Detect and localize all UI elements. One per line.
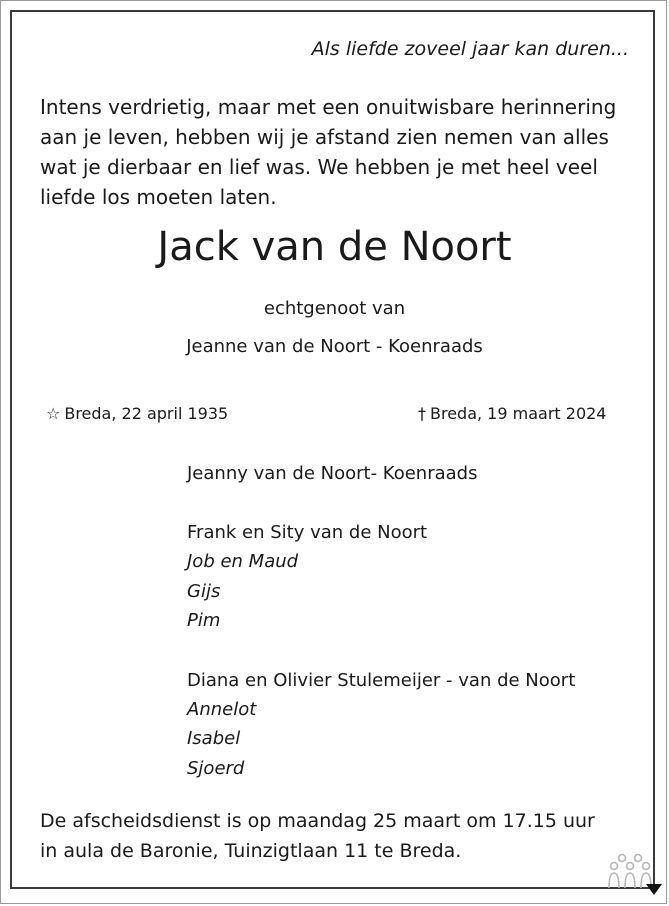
spouse-name: Jeanne van de Noort - Koenraads bbox=[186, 336, 483, 357]
intro-line: aan je leven, hebben wij je afstand zien nemen van alles bbox=[40, 125, 609, 149]
intro-line: wat je dierbaar en lief was. We hebben je met heel veel bbox=[40, 155, 598, 179]
intro-line: Intens verdrietig, maar met een onuitwisbare herinnering bbox=[40, 95, 617, 119]
relation-label: echtgenoot van bbox=[263, 298, 406, 319]
cross-icon: † bbox=[418, 404, 426, 423]
service-line: in aula de Baronie, Tuinzigtlaan 11 te Breda. bbox=[40, 840, 462, 862]
intro-line: liefde los moeten laten. bbox=[40, 185, 277, 209]
arrow-down-icon[interactable] bbox=[646, 884, 662, 895]
service-info bbox=[40, 806, 640, 866]
motto: Als liefde zoveel jaar kan duren... bbox=[311, 38, 629, 60]
birth-date: Breda, 22 april 1935 bbox=[64, 404, 229, 423]
family-member: Frank en Sity van de Noort bbox=[187, 522, 428, 543]
star-icon: ☆ bbox=[46, 404, 61, 423]
birth-info bbox=[46, 404, 228, 423]
service-line: De afscheidsdienst is op maandag 25 maart om 17.15 uur bbox=[40, 810, 595, 832]
grandchild: Pim bbox=[187, 610, 221, 631]
family-member: Jeanny van de Noort- Koenraads bbox=[187, 463, 478, 484]
death-date: Breda, 19 maart 2024 bbox=[430, 404, 607, 423]
grandchild: Sjoerd bbox=[187, 758, 245, 779]
deceased-name: Jack van de Noort bbox=[157, 224, 512, 270]
grandchild: Gijs bbox=[187, 581, 221, 602]
grandchild: Isabel bbox=[187, 728, 241, 749]
intro-text bbox=[40, 92, 640, 212]
family-member: Diana en Olivier Stulemeijer - van de Noort bbox=[187, 670, 576, 691]
grandchild: Job en Maud bbox=[187, 551, 299, 572]
death-info bbox=[418, 404, 606, 423]
grandchild: Annelot bbox=[187, 699, 257, 720]
